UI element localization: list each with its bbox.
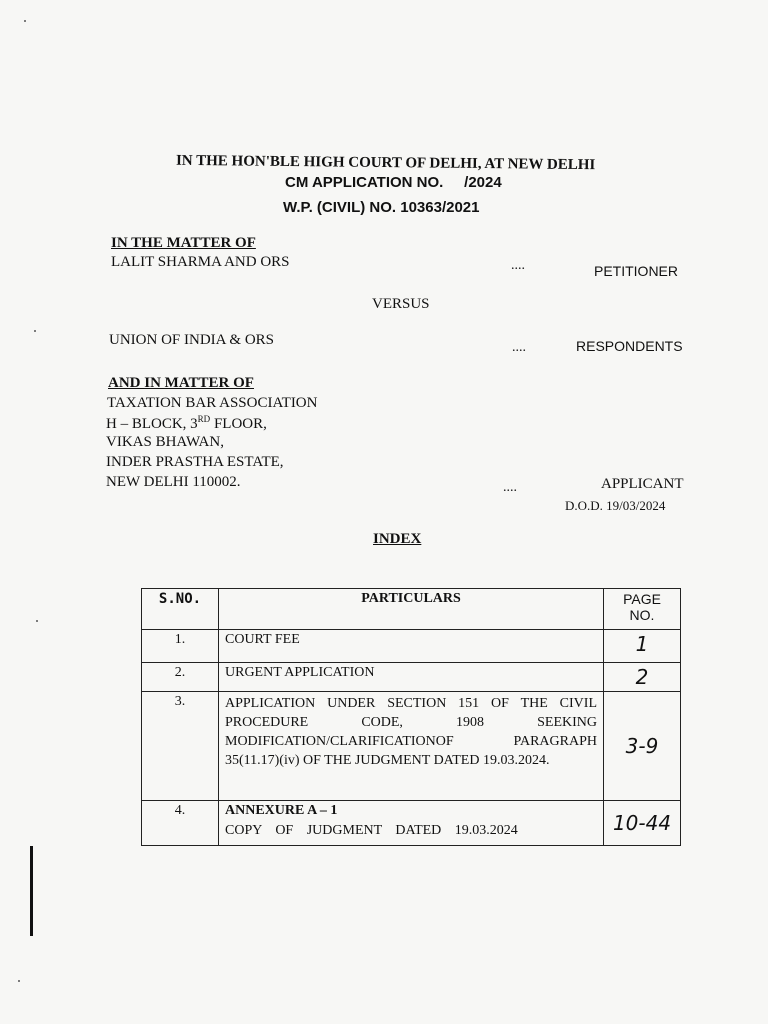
date-of-dispatch: D.O.D. 19/03/2024 — [565, 498, 666, 513]
row-page-no: 3-9 — [604, 692, 681, 801]
header-page-no: PAGE NO. — [604, 589, 681, 630]
scan-margin-mark — [30, 846, 33, 936]
scan-speck — [36, 620, 38, 622]
row-page-no: 2 — [604, 663, 681, 692]
table-row — [142, 801, 681, 846]
court-title: IN THE HON'BLE HIGH COURT OF DELHI, AT NEW DELHI — [175, 152, 596, 174]
scan-speck — [34, 330, 36, 332]
row-sno: 1. — [142, 630, 219, 663]
scan-speck — [18, 980, 20, 982]
address-line: VIKAS BHAWAN, — [106, 434, 224, 450]
applicant-matter-heading: AND IN MATTER OF — [108, 375, 254, 391]
applicant-dots: .... — [503, 480, 517, 495]
versus-label: VERSUS — [372, 296, 430, 312]
matter-heading: IN THE MATTER OF — [111, 235, 256, 251]
applicant-label: APPLICANT — [601, 476, 684, 492]
index-header-row — [142, 589, 681, 630]
header-sno: S.NO. — [142, 589, 219, 630]
row-particulars: URGENT APPLICATION — [219, 663, 604, 692]
address-line: TAXATION BAR ASSOCIATION — [107, 395, 318, 411]
scan-speck — [24, 20, 26, 22]
index-title: INDEX — [373, 531, 422, 547]
writ-petition-number: W.P. (CIVIL) NO. 10363/2021 — [283, 199, 480, 216]
row-page-no: 10-44 — [604, 801, 681, 846]
row-particulars: APPLICATION UNDER SECTION 151 OF THE CIVIL PROCEDURE CODE, 1908 SEEKING MODIFICATION/CLARIFICATIONOF PARAGRAPH 35(11.17)(iv) OF THE JUDGMENT DATED 19.03.2024. — [219, 692, 604, 801]
respondent-dots: .... — [512, 340, 526, 355]
respondent-label: RESPONDENTS — [576, 338, 683, 354]
table-row — [142, 692, 681, 801]
address-line: NEW DELHI 110002. — [106, 474, 241, 490]
respondent-name: UNION OF INDIA & ORS — [109, 332, 275, 348]
table-row — [142, 663, 681, 692]
table-row — [142, 630, 681, 663]
row-sno: 3. — [142, 692, 219, 801]
row-particulars: COURT FEE — [219, 630, 604, 663]
petitioner-name: LALIT SHARMA AND ORS — [111, 254, 290, 270]
annexure-description: COPY OF JUDGMENT DATED 19.03.2024 — [225, 823, 518, 838]
address-line: H – BLOCK, 3RD FLOOR, — [106, 414, 267, 432]
index-table — [141, 588, 681, 846]
annexure-label: ANNEXURE A – 1 — [225, 803, 338, 818]
row-particulars — [219, 801, 604, 846]
header-particulars: PARTICULARS — [219, 589, 604, 630]
row-page-no: 1 — [604, 630, 681, 663]
address-line: INDER PRASTHA ESTATE, — [106, 454, 284, 470]
row-sno: 4. — [142, 801, 219, 846]
petitioner-dots: .... — [511, 258, 525, 273]
cm-application-number: CM APPLICATION NO. /2024 — [285, 174, 502, 191]
petitioner-label: PETITIONER — [594, 263, 679, 279]
row-sno: 2. — [142, 663, 219, 692]
